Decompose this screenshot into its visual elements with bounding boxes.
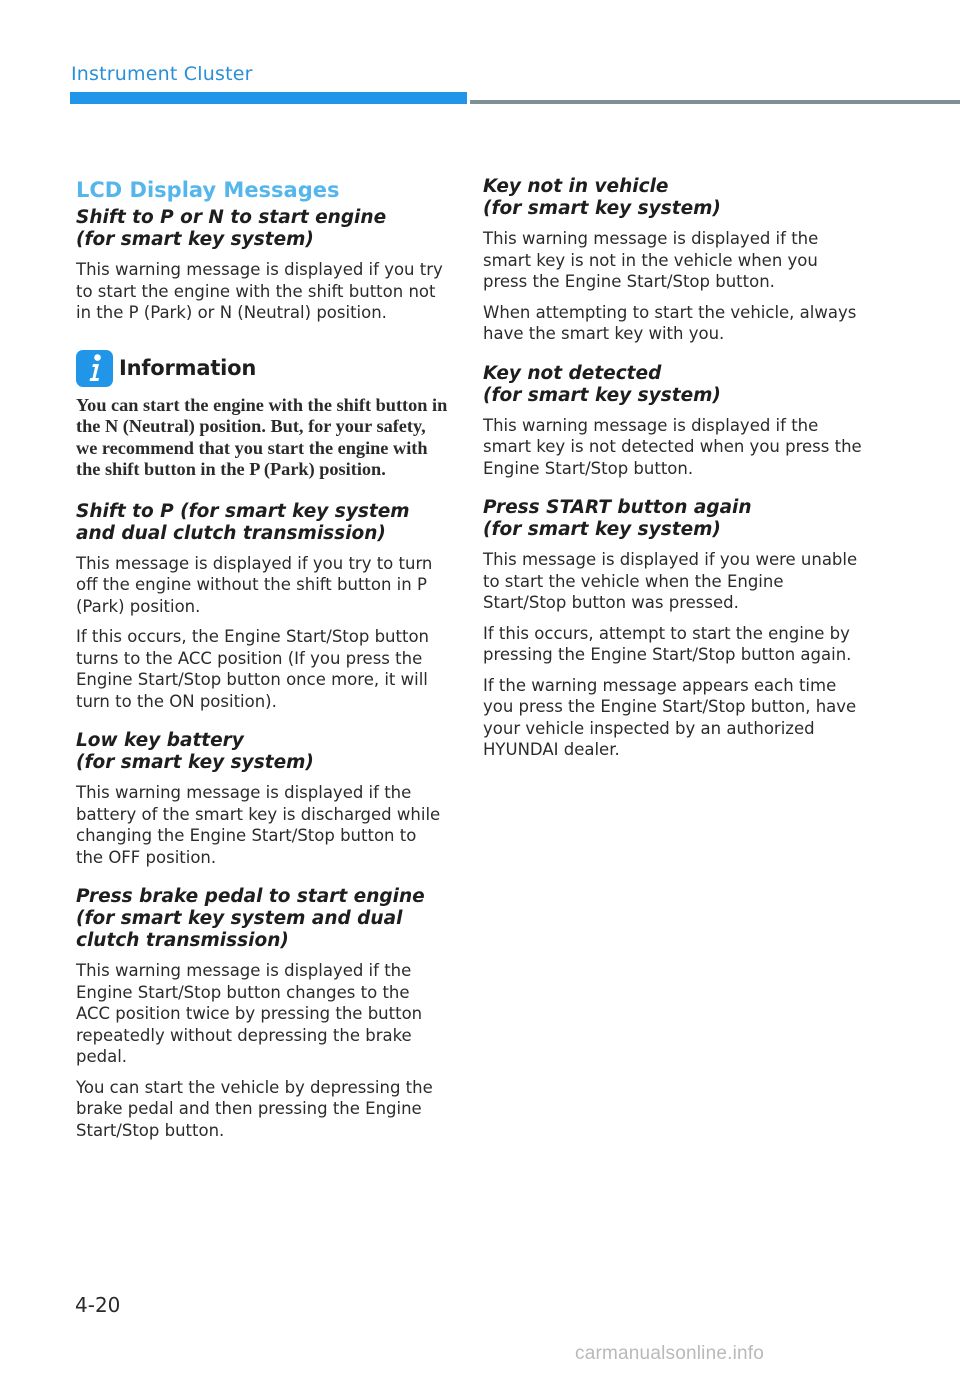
- left-column: [76, 176, 448, 1159]
- section-key-not-in-vehicle: [483, 176, 863, 345]
- section-paragraph: This warning message is displayed if the smart key is not in the vehicle when you press the Engine Start/Stop button.: [483, 229, 819, 291]
- section-paragraph: If this occurs, the Engine Start/Stop button turns to the ACC position (If you press the Engine Start/Stop button once more, it will turn to the ON position).: [76, 627, 430, 711]
- section-shift-p-or-n: [76, 207, 448, 324]
- section-paragraph: If the warning message appears each time you press the Engine Start/Stop button, have your vehicle inspected by an authorized HYUNDAI dealer.: [483, 675, 857, 759]
- section-heading: Press START button again (for smart key system): [483, 497, 752, 540]
- section-paragraph: This message is displayed if you were unable to start the vehicle when the Engine Start/Stop button was pressed.: [483, 550, 858, 612]
- section-heading: Press brake pedal to start engine (for smart key system and dual clutch transmission): [76, 886, 425, 951]
- section-shift-to-p: [76, 501, 448, 713]
- section-heading: Low key battery (for smart key system): [76, 730, 314, 773]
- section-press-brake-pedal: [76, 886, 448, 1141]
- section-press-start-again: [483, 497, 863, 761]
- section-heading: Shift to P (for smart key system and dual clutch transmission): [76, 500, 410, 544]
- section-heading: Key not detected (for smart key system): [483, 362, 721, 406]
- section-title: LCD Display Messages: [76, 178, 340, 202]
- information-header: [76, 350, 448, 387]
- section-paragraph: This warning message is displayed if the smart key is not detected when you press the Engine Start/Stop button.: [483, 415, 862, 478]
- header-rule-blue: [70, 92, 467, 104]
- information-box: [76, 350, 448, 481]
- section-paragraph: You can start the vehicle by depressing the brake pedal and then pressing the Engine Start/Stop button.: [76, 1077, 433, 1140]
- section-low-key-battery: [76, 730, 448, 868]
- right-column: [483, 176, 863, 779]
- section-paragraph: If this occurs, attempt to start the engine by pressing the Engine Start/Stop button again.: [483, 623, 852, 664]
- information-title: Information: [119, 356, 257, 380]
- section-key-not-detected: [483, 363, 863, 480]
- section-paragraph: This warning message is displayed if you try to start the engine with the shift button not in the P (Park) or N (Neutral) position.: [76, 260, 443, 322]
- watermark: carmanualsonline.info: [575, 1343, 765, 1364]
- section-heading: Key not in vehicle (for smart key system): [483, 176, 721, 219]
- section-paragraph: This warning message is displayed if the Engine Start/Stop button changes to the ACC position twice by pressing the button repeatedly without depressing the brake pedal.: [76, 961, 423, 1066]
- page-number: 4-20: [75, 1293, 121, 1317]
- header-rule-grey: [470, 100, 960, 104]
- section-heading: Shift to P or N to start engine (for smart key system): [76, 207, 387, 250]
- info-icon: [76, 350, 113, 387]
- section-paragraph: This warning message is displayed if the battery of the smart key is discharged while changing the Engine Start/Stop button to the OFF position.: [76, 783, 441, 867]
- information-text: You can start the engine with the shift button in the N (Neutral) position. But, for your safety, we recommend that you start the engine with the shift button in the P (Park) position.: [76, 394, 448, 479]
- section-paragraph: This message is displayed if you try to turn off the engine without the shift button in P (Park) position.: [76, 553, 433, 616]
- running-header-title: Instrument Cluster: [71, 63, 253, 85]
- section-paragraph: When attempting to start the vehicle, always have the smart key with you.: [483, 302, 857, 343]
